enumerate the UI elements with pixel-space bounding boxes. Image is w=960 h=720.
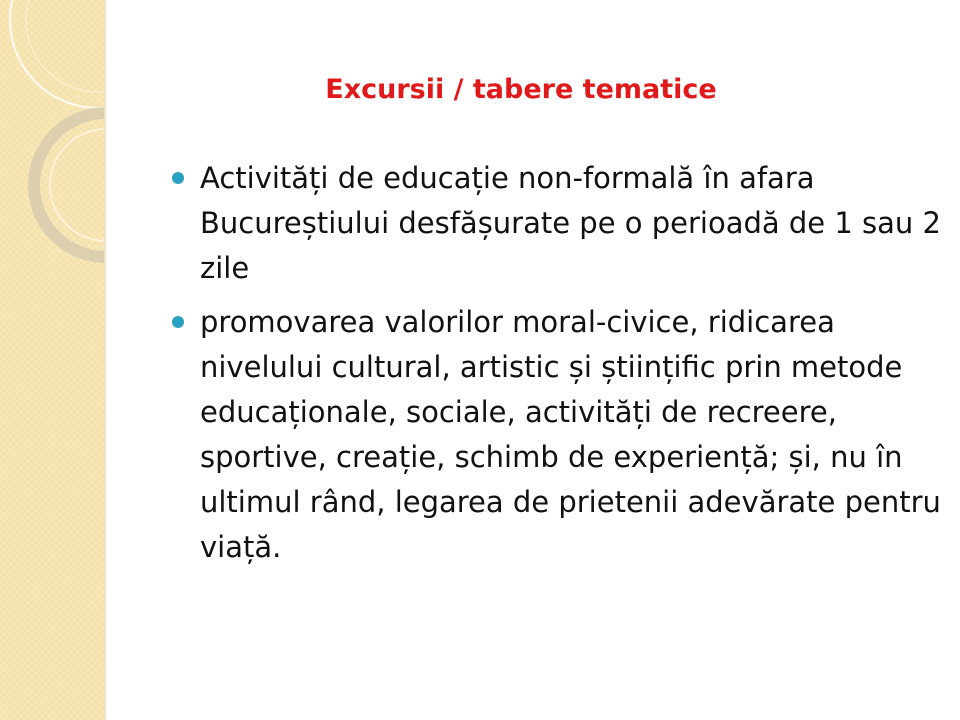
- bullet-text: Activități de educație non-formală în afara Bucureștiului desfășurate pe o perioadă de 1 sau 2 zile: [200, 161, 941, 285]
- decorative-side-panel: [0, 0, 106, 720]
- side-panel-edge: [104, 0, 106, 720]
- decorative-circles-graphic: [0, 0, 106, 720]
- bullet-dot-icon: [172, 172, 184, 184]
- bullet-item: [172, 300, 952, 570]
- bullet-dot-icon: [172, 316, 184, 328]
- slide-title: Excursii / tabere tematice: [325, 74, 717, 105]
- bullet-text: promovarea valorilor moral-civice, ridicarea nivelului cultural, artistic și științific prin metode educaționale, sociale, activități de recreere, sportive, creație, schimb de experiență; și, nu în ultimul rând, legarea de prietenii adevărate pentru viață.: [200, 305, 941, 564]
- bullet-list: [172, 156, 952, 579]
- bullet-item: [172, 156, 952, 291]
